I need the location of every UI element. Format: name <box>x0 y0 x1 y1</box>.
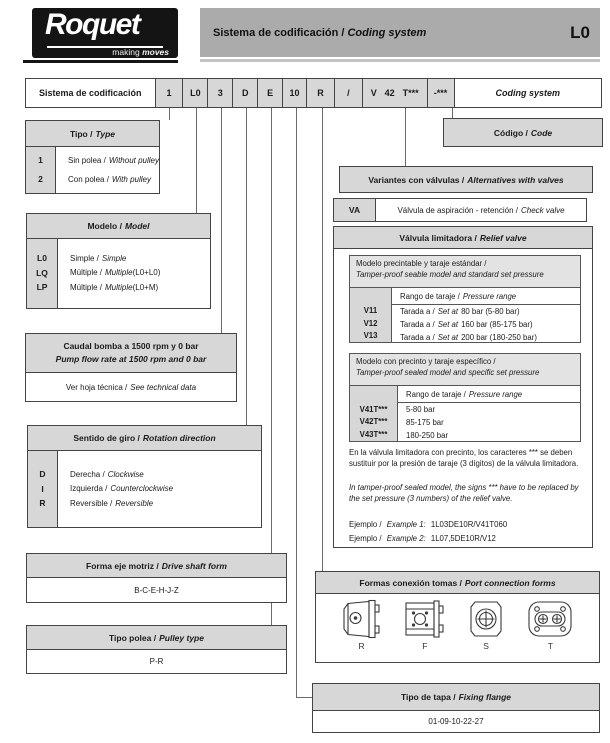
code-cell-separator: / <box>335 79 363 107</box>
rotation-code-d: D <box>39 469 46 479</box>
relief-specific-box <box>349 353 581 442</box>
page-title <box>213 8 426 57</box>
check-valve-desc: Válvula de aspiración - retención / Check valve <box>397 205 565 215</box>
type-code-1: 1 <box>38 155 43 165</box>
relief-valve-header <box>334 227 592 249</box>
relief-example-2: Ejemplo / Example 2: 1L07,5DE10R/V12 <box>349 534 496 543</box>
rotation-table <box>28 451 261 527</box>
model-code-lp: LP <box>36 282 48 292</box>
code-cell-flow: 3 <box>208 79 233 107</box>
ports-header-en: Port connection forms <box>464 577 556 588</box>
flow-rate-header-en: Pump flow rate at 1500 rpm and 0 bar <box>55 354 207 364</box>
flow-rate-header-es: Caudal bomba a 1500 rpm y 0 bar <box>63 341 199 351</box>
shaft-header-es: Forma eje motriz / <box>86 560 159 571</box>
code-cell-model: L0 <box>183 79 208 107</box>
shaft-form-value: B-C-E-H-J-Z <box>134 585 179 595</box>
pressure-range-label: Rango de taraje / Pressure range <box>398 386 580 403</box>
port-form-s <box>466 598 506 651</box>
relief-standard-box <box>349 255 581 343</box>
code-cell-code: -*** <box>428 79 455 107</box>
flow-rate-section <box>25 333 237 402</box>
port-form-s-icon <box>466 598 506 640</box>
port-form-r <box>340 598 384 651</box>
pulley-type-section <box>26 625 287 674</box>
pulley-type-value: P-R <box>149 657 164 666</box>
roquet-logo <box>32 8 178 58</box>
type-code-2: 2 <box>38 174 43 184</box>
rotation-code-i: I <box>41 483 44 494</box>
code-header-es: Código / <box>493 127 528 138</box>
code-cell-flange: 10 <box>283 79 307 107</box>
shaft-form-section <box>26 553 287 603</box>
logo-tagline <box>112 47 169 57</box>
port-label-r: R <box>358 641 365 651</box>
port-form-r-icon <box>340 598 384 640</box>
connector-type <box>169 108 170 120</box>
table-row: Tarada a / Set at 200 bar (180-250 bar) <box>400 333 537 342</box>
connector-flange <box>296 108 297 697</box>
check-valve-code: VA <box>334 199 376 221</box>
connector-code <box>452 108 453 118</box>
code-header-en: Code <box>530 127 553 138</box>
table-row: Derecha / Clockwise <box>70 469 144 479</box>
port-form-f <box>403 598 447 651</box>
connector-model <box>196 108 197 213</box>
variants-header-es: Variantes con válvulas / <box>368 174 465 185</box>
rotation-code-r: R <box>39 498 46 508</box>
table-row: Con polea / With pulley <box>68 175 151 184</box>
valve-variants-section <box>339 166 593 193</box>
page-title-en: Coding system <box>347 26 427 39</box>
valve-cell-42: 42 <box>384 88 395 98</box>
model-code-lq: LQ <box>36 267 48 278</box>
port-label-f: F <box>422 641 428 651</box>
connector-flow <box>221 108 222 333</box>
valve-cell-t: T*** <box>402 88 419 98</box>
table-row: Izquierda / Counterclockwise <box>70 484 174 494</box>
model-header-es: Modelo / <box>87 221 122 231</box>
code-section <box>443 118 603 147</box>
flange-header-es: Tipo de tapa / <box>400 692 456 702</box>
relief-code-v41t: V41T*** <box>359 404 388 414</box>
rotation-header-es: Sentido de giro / <box>73 433 140 443</box>
connector-rotation <box>246 108 247 425</box>
port-label-s: S <box>483 641 489 651</box>
connector-shaft <box>271 108 272 553</box>
relief-specific-table <box>350 386 580 441</box>
model-code-l0: L0 <box>37 253 47 263</box>
page-title-bar <box>200 8 600 57</box>
model-badge: L0 <box>570 22 590 42</box>
rotation-section <box>27 425 262 528</box>
pressure-range-label: Rango de taraje / Pressure range <box>392 288 580 305</box>
shaft-header-en: Drive shaft form <box>161 560 227 571</box>
type-section <box>25 120 160 194</box>
port-form-t <box>525 598 575 651</box>
code-cell-shaft: E <box>258 79 283 107</box>
title-underbar <box>200 59 600 62</box>
coding-row <box>25 78 602 108</box>
fixing-flange-value: 01-09-10-22-27 <box>428 717 484 726</box>
relief-code-v43t: V43T*** <box>359 430 388 440</box>
pulley-header-en: Pulley type <box>159 632 204 643</box>
type-header-en: Type <box>95 128 116 139</box>
pulley-type-header <box>27 626 286 650</box>
type-table <box>26 147 159 193</box>
flow-rate-body: Ver hoja técnica / See technical data <box>65 382 197 392</box>
pulley-header-es: Tipo polea / <box>109 632 157 643</box>
relief-standard-title: Modelo precintable y taraje estándar / Tamper-proof seable model and standard set pressure <box>350 256 580 288</box>
relief-specific-title: Modelo con precinto y taraje específico / Tamper-proof sealed model and specific set pressure <box>350 354 580 386</box>
relief-header-es: Válvula limitadora / <box>399 232 477 243</box>
table-row: 5-80 bar <box>406 405 436 414</box>
model-section-header <box>27 214 210 239</box>
port-form-t-icon <box>525 598 575 640</box>
code-cell-valve <box>363 79 428 107</box>
port-label-t: T <box>547 641 553 651</box>
fixing-flange-section <box>312 683 600 733</box>
type-header-es: Tipo / <box>69 128 93 139</box>
variants-header-en: Alternatives with valves <box>467 174 564 185</box>
relief-note-en: In tamper-proof sealed model, the signs *** have to be replaced by the set pressure (3 numbers) of the relief valve. <box>349 483 579 503</box>
table-row: Reversible / Reversible <box>70 498 154 508</box>
relief-valve-section <box>333 226 593 548</box>
model-header-en: Model <box>124 221 150 231</box>
code-cell-ports: R <box>307 79 335 107</box>
rotation-header-en: Rotation direction <box>142 433 216 443</box>
code-cell-type: 1 <box>156 79 184 107</box>
port-forms-section <box>315 571 600 663</box>
table-row: 180-250 bar <box>406 431 449 440</box>
page-title-es: Sistema de codificación / <box>213 26 345 39</box>
port-form-f-icon <box>403 598 447 640</box>
flange-header-en: Fixing flange <box>458 692 512 702</box>
connector-flange-elbow <box>296 697 312 698</box>
coding-row-label-left: Sistema de codificación <box>26 79 156 107</box>
table-row: Simple / Simple <box>70 253 127 263</box>
relief-example-1: Ejemplo / Example 1: 1L03DE10R/V41T060 <box>349 520 508 529</box>
logo-bottom-bar <box>23 60 178 63</box>
logo-tagline-moves: moves <box>142 47 169 57</box>
table-row: Tarada a / Set at 80 bar (5-80 bar) <box>400 307 520 316</box>
logo-tagline-making: making <box>112 47 143 57</box>
flow-rate-header <box>26 334 236 373</box>
ports-header-es: Formas conexión tomas / <box>359 577 462 588</box>
relief-standard-table <box>350 288 580 342</box>
relief-code-v13: V13 <box>363 331 378 341</box>
relief-code-v11: V11 <box>363 306 378 316</box>
relief-code-v12: V12 <box>363 318 378 328</box>
relief-note-es: En la válvula limitadora con precinto, los caracteres *** se deben sustituir por la presión de taraje (3 dígitos) de la válvula limitadora. <box>349 448 579 468</box>
table-row: Múltiple / Multiple (L0+M) <box>70 282 159 292</box>
relief-code-v42t: V42T*** <box>359 417 388 427</box>
table-row: Múltiple / Multiple (L0+L0) <box>70 268 161 278</box>
type-section-header <box>26 121 159 147</box>
code-cell-rotation: D <box>233 79 258 107</box>
shaft-form-header <box>27 554 286 578</box>
connector-pulley <box>271 603 272 625</box>
table-row: 85-175 bar <box>406 418 444 427</box>
port-forms-row <box>316 594 599 651</box>
model-section <box>26 213 211 309</box>
model-table <box>27 239 210 308</box>
connector-valves <box>405 108 406 166</box>
check-valve-row <box>333 198 587 222</box>
table-row: Sin polea / Without pulley <box>68 156 159 165</box>
relief-header-en: Relief valve <box>479 232 527 243</box>
fixing-flange-header <box>313 684 599 711</box>
connector-ports <box>322 108 323 571</box>
coding-row-label-right: Coding system <box>495 88 560 98</box>
port-forms-header <box>316 572 599 594</box>
logo-brand-text: Roquet <box>45 8 140 41</box>
valve-cell-v: V <box>370 88 377 98</box>
table-row: Tarada a / Set at 160 bar (85-175 bar) <box>400 320 533 329</box>
rotation-section-header <box>28 426 261 451</box>
